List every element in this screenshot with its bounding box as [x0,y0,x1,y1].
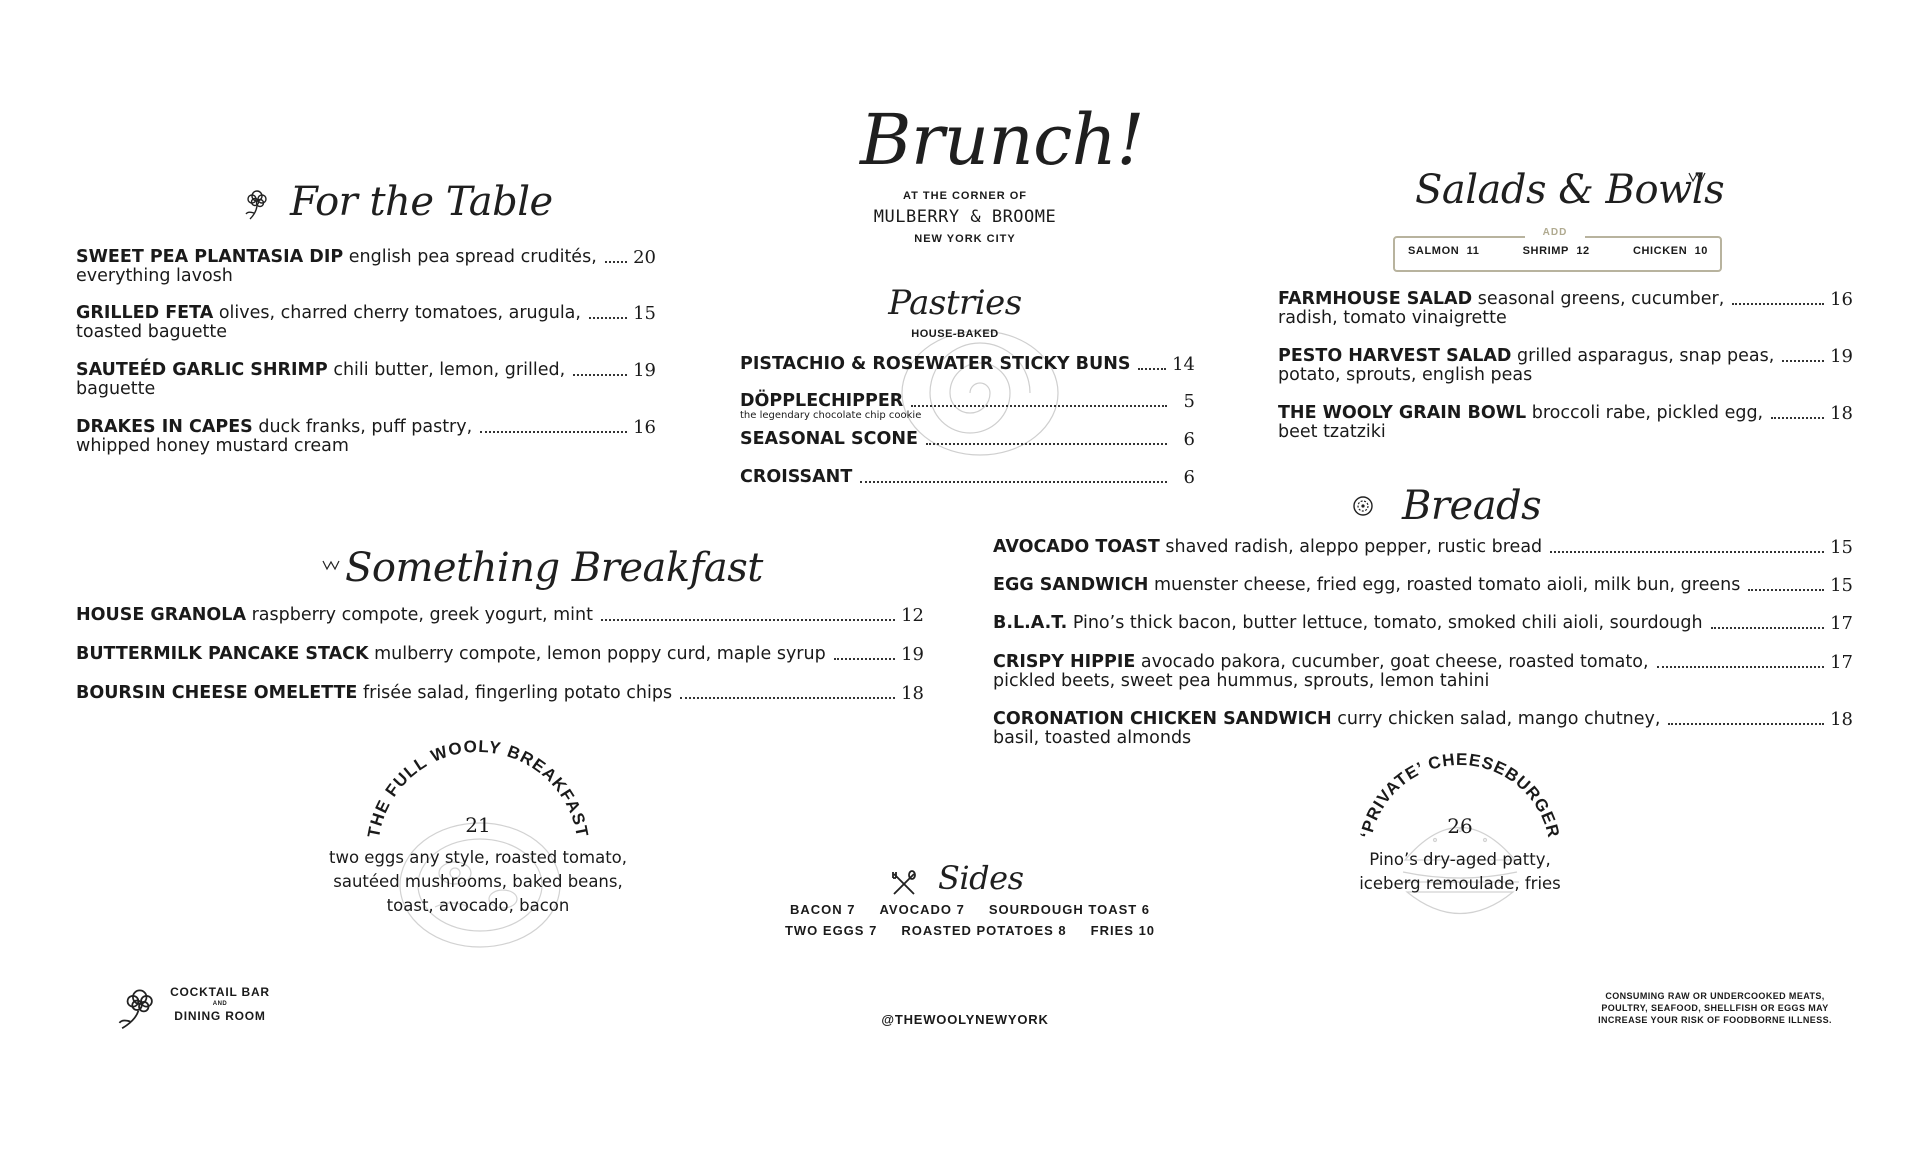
list-item [76,645,924,664]
item-name: PESTO HARVEST SALAD [1278,346,1512,366]
item-name: DRAKES IN CAPES [76,417,253,437]
list-item [993,614,1853,633]
page-title: Brunch! [860,99,1144,181]
item-price: 12 [901,605,924,626]
cheeseburger-arc-heading [1340,749,1580,860]
item-price: 17 [1830,613,1853,634]
item-price: 19 [901,644,924,665]
list-item [740,355,1195,374]
item-price: 14 [1172,354,1195,375]
leader-dots [589,317,627,319]
bread-icon [1352,495,1374,521]
add-ons-row [1408,245,1708,257]
item-desc: duck franks, puff pastry, [258,417,473,437]
item-price: 5 [1183,391,1195,412]
cheeseburger-line-1: Pino’s dry-aged patty, [1369,850,1551,869]
list-item [993,576,1853,595]
leader-dots [926,443,1167,445]
leader-dots [1657,666,1825,668]
leader-dots [1138,368,1166,370]
social-handle[interactable]: @THEWOOLYNEWYORK [881,1012,1049,1027]
list-item [1278,347,1853,385]
item-name: CRISPY HIPPIE [993,652,1136,672]
item-price: 6 [1183,467,1195,488]
item-price: 18 [1830,403,1853,424]
leader-dots [1668,723,1824,725]
item-desc-continued: radish, tomato vinaigrette [1278,308,1507,328]
item-name: DÖPPLECHIPPER [740,391,904,411]
item-name: PISTACHIO & ROSEWATER STICKY BUNS [740,354,1131,374]
item-desc-continued: toasted baguette [76,322,227,342]
item-price: 20 [633,247,656,268]
item-name: BUTTERMILK PANCAKE STACK [76,644,369,664]
list-item [1278,290,1853,328]
list-item [740,430,1195,449]
leader-dots [573,374,627,376]
item-name: AVOCADO TOAST [993,537,1160,557]
list-item [76,304,656,342]
pastries-subheading: HOUSE-BAKED [911,328,999,340]
cheeseburger-price: 26 [1447,814,1473,838]
leader-dots [1732,303,1824,305]
list-item [76,418,656,456]
item-price: 17 [1830,652,1853,673]
side-item: SOURDOUGH TOAST 6 [988,902,1151,917]
list-item [740,392,1195,421]
list-item [740,468,1195,487]
footer-venue [165,985,275,1023]
flower-icon [242,187,272,225]
item-price: 16 [1830,289,1853,310]
footer-bar-line-2: DINING ROOM [174,1009,266,1023]
pastries-heading: Pastries [888,283,1022,323]
item-price: 16 [633,417,656,438]
side-item: BACON 7 [789,902,856,917]
add-on-shrimp: SHRIMP 12 [1522,245,1590,257]
item-desc: mulberry compote, lemon poppy curd, maple syrup [374,644,826,664]
item-desc-continued: basil, toasted almonds [993,728,1192,748]
item-name: SWEET PEA PLANTASIA DIP [76,247,344,267]
list-item [76,248,656,286]
sides-heading: Sides [938,859,1024,897]
side-item: FRIES 10 [1090,923,1156,938]
breakfast-heading: Something Breakfast [345,545,763,591]
item-price: 18 [1830,709,1853,730]
leader-dots [1711,627,1825,629]
item-note: the legendary chocolate chip cookie [740,410,922,421]
for-the-table-heading: For the Table [290,179,553,225]
header-line-2: MULBERRY & BROOME [873,207,1057,227]
full-breakfast-price: 21 [465,813,491,837]
leader-dots [680,697,895,699]
item-desc: broccoli rabe, pickled egg, [1531,403,1764,423]
item-price: 15 [1830,537,1853,558]
leader-dots [911,405,1167,407]
item-desc: frisée salad, fingerling potato chips [362,683,673,703]
item-price: 18 [901,683,924,704]
list-item [76,361,656,399]
item-price: 15 [633,303,656,324]
warning-line-3: INCREASE YOUR RISK OF FOODBORNE ILLNESS. [1598,1015,1832,1025]
footer-bar-and: AND [212,1001,228,1007]
leader-dots [1771,417,1824,419]
list-item [1278,404,1853,442]
cheeseburger-desc [1310,848,1610,896]
leader-dots [834,658,895,660]
breads-heading: Breads [1402,483,1542,529]
item-desc: grilled asparagus, snap peas, [1517,346,1775,366]
header-line-1: AT THE CORNER OF [903,190,1027,202]
leader-dots [605,261,627,263]
item-desc: muenster cheese, fried egg, roasted tomato aioli, milk bun, greens [1153,575,1741,595]
full-breakfast-line-3: toast, avocado, bacon [386,896,570,915]
full-breakfast-line-2: sautéed mushrooms, baked beans, [333,872,623,891]
item-price: 19 [1830,346,1853,367]
item-name: HOUSE GRANOLA [76,605,246,625]
item-desc: shaved radish, aleppo pepper, rustic bread [1165,537,1543,557]
leader-dots [480,431,627,433]
leader-dots [860,481,1167,483]
item-desc: raspberry compote, greek yogurt, mint [251,605,593,625]
full-breakfast-desc [318,846,638,918]
list-item [993,538,1853,557]
item-name: CORONATION CHICKEN SANDWICH [993,709,1332,729]
item-name: CROISSANT [740,467,853,487]
item-desc: chili butter, lemon, grilled, [333,360,566,380]
wooly-w-icon [322,556,340,575]
add-on-salmon: SALMON 11 [1408,245,1480,257]
item-desc: Pino’s thick bacon, butter lettuce, tomato, smoked chili aioli, sourdough [1072,613,1703,633]
full-breakfast-line-1: two eggs any style, roasted tomato, [329,848,627,867]
item-desc: english pea spread crudités, [348,247,597,267]
footer-bar-line-1: COCKTAIL BAR [170,985,270,999]
leader-dots [1782,360,1824,362]
list-item [993,653,1853,691]
list-item [993,710,1853,748]
item-desc: olives, charred cherry tomatoes, arugula, [218,303,581,323]
item-desc: curry chicken salad, mango chutney, [1337,709,1661,729]
flower-icon [116,985,158,1035]
side-item: AVOCADO 7 [879,902,965,917]
item-desc-continued: beet tzatziki [1278,422,1386,442]
crossed-utensils-icon [890,870,918,902]
item-price: 19 [633,360,656,381]
sides-row-2 [760,923,1180,938]
item-desc-continued: baguette [76,379,156,399]
warning-line-2: POULTRY, SEAFOOD, SHELLFISH OR EGGS MAY [1601,1003,1829,1013]
item-name: GRILLED FETA [76,303,214,323]
add-on-chicken: CHICKEN 10 [1632,245,1708,257]
cheeseburger-heading: ‘PRIVATE’ CHEESEBURGER [1356,749,1564,840]
full-breakfast-heading: THE FULL WOOLY BREAKFAST [364,736,592,840]
warning-line-1: CONSUMING RAW OR UNDERCOOKED MEATS, [1605,991,1825,1001]
item-name: BOURSIN CHEESE OMELETTE [76,683,358,703]
header-line-3: NEW YORK CITY [914,233,1016,245]
leader-dots [1550,551,1824,553]
leader-dots [1748,589,1824,591]
wooly-w-icon [1688,168,1706,187]
leader-dots [601,619,895,621]
salads-heading: Salads & Bowls [1415,167,1725,213]
item-desc: avocado pakora, cucumber, goat cheese, roasted tomato, [1140,652,1649,672]
item-name: FARMHOUSE SALAD [1278,289,1473,309]
side-item: TWO EGGS 7 [784,923,878,938]
item-name: SEASONAL SCONE [740,429,918,449]
item-name: SAUTEÉD GARLIC SHRIMP [76,360,328,380]
item-desc-continued: potato, sprouts, english peas [1278,365,1533,385]
item-desc-continued: everything lavosh [76,266,233,286]
item-price: 15 [1830,575,1853,596]
list-item [76,606,924,625]
sides-row-1 [760,902,1180,917]
item-name: EGG SANDWICH [993,575,1149,595]
list-item [76,684,924,703]
add-label: ADD [1525,227,1585,238]
item-desc-continued: pickled beets, sweet pea hummus, sprouts, lemon tahini [993,671,1490,691]
item-desc: seasonal greens, cucumber, [1477,289,1725,309]
health-warning [1595,990,1835,1026]
item-name: THE WOOLY GRAIN BOWL [1278,403,1527,423]
item-price: 6 [1183,429,1195,450]
item-desc-continued: whipped honey mustard cream [76,436,349,456]
item-name: B.L.A.T. [993,613,1068,633]
cheeseburger-line-2: iceberg remoulade, fries [1359,874,1561,893]
side-item: ROASTED POTATOES 8 [901,923,1067,938]
